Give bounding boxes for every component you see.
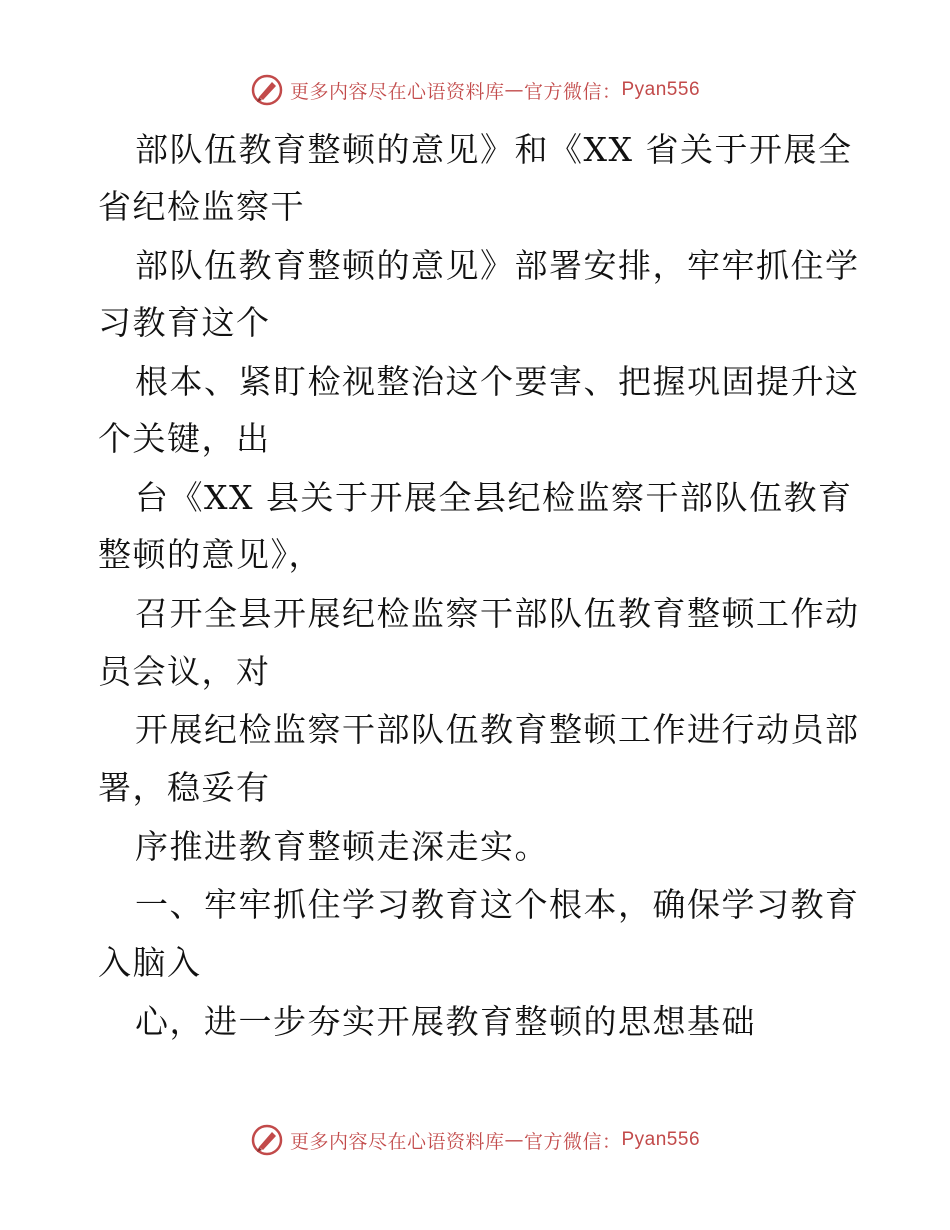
body-line: 序推进教育整顿走深走实。 <box>135 827 549 866</box>
body-line: 根本、紧盯检视整治这个要害、把握巩固提升这 <box>135 362 860 401</box>
body-line: 召开全县开展纪检监察干部队伍教育整顿工作动 <box>135 594 860 633</box>
watermark-dash: — <box>504 79 524 101</box>
watermark-prefix: 更多内容尽在心语资料库 <box>289 80 505 103</box>
body-line: 员会议，对 <box>98 652 271 691</box>
body-line: 省纪检监察干 <box>98 187 305 226</box>
pen-seal-logo-icon <box>250 1123 284 1157</box>
body-line: 开展纪检监察干部队伍教育整顿工作进行动员部 <box>135 710 860 749</box>
body-line: 习教育这个 <box>98 303 271 342</box>
watermark-id: Pyan556 <box>621 1129 701 1150</box>
watermark-dash: — <box>504 1129 524 1151</box>
body-line: 台《XX 县关于开展全县纪检监察干部队伍教育 <box>135 478 853 517</box>
body-line: 个关键，出 <box>98 419 271 458</box>
footer-watermark <box>0 1120 950 1160</box>
body-line: 入脑入 <box>98 943 202 982</box>
body-line: 署，稳妥有 <box>98 768 271 807</box>
watermark-id: Pyan556 <box>621 79 701 100</box>
body-line: 整顿的意见》， <box>98 535 323 574</box>
pen-seal-logo-icon <box>250 73 284 107</box>
watermark-suffix: 官方微信： <box>523 80 622 103</box>
body-line: 心，进一步夯实开展教育整顿的思想基础 <box>135 1002 756 1041</box>
watermark-prefix: 更多内容尽在心语资料库 <box>289 1130 505 1153</box>
body-line: 部队伍教育整顿的意见》部署安排，牢牢抓住学 <box>135 246 860 285</box>
header-watermark <box>0 70 950 110</box>
body-line: 部队伍教育整顿的意见》和《XX 省关于开展全 <box>135 130 853 169</box>
watermark-suffix: 官方微信： <box>523 1130 622 1153</box>
body-line: 一、牢牢抓住学习教育这个根本，确保学习教育 <box>135 885 860 924</box>
